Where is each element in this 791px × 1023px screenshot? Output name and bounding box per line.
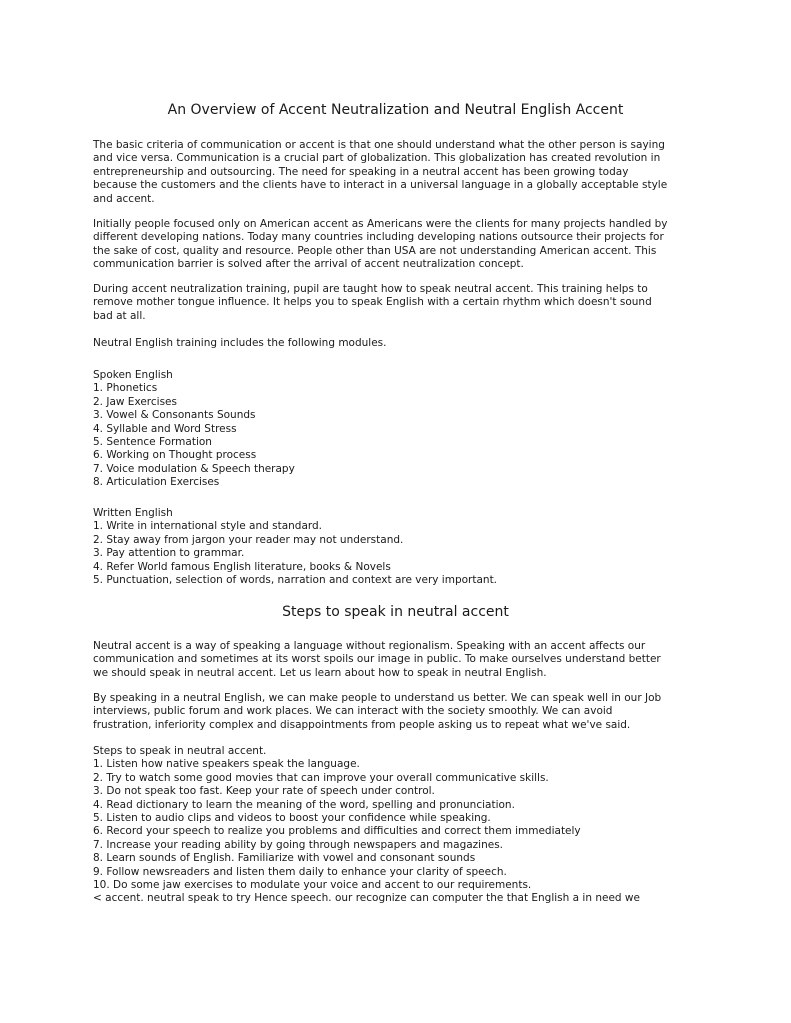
list-item: 2. Jaw Exercises bbox=[93, 395, 177, 408]
text-line: and vice versa. Communication is a crucial part of globalization. This globalization has created revolution in bbox=[93, 152, 661, 165]
text-line: entrepreneurship and outsourcing. The need for speaking in a neutral accent has been growing today bbox=[93, 165, 629, 178]
list-item: 6. Record your speech to realize you problems and difficulties and correct them immediately bbox=[93, 825, 581, 838]
list-item: 7. Increase your reading ability by going through newspapers and magazines. bbox=[93, 838, 504, 851]
text-line: the sake of cost, quality and resource. People other than USA are not understanding American accent. This bbox=[93, 244, 657, 257]
paragraph-american-accent bbox=[93, 218, 713, 272]
list-heading: Steps to speak in neutral accent. bbox=[93, 745, 267, 757]
text-line: we should speak in neutral accent. Let us learn about how to speak in neutral English. bbox=[93, 666, 547, 679]
list-item: < accent. neutral speak to try Hence speech. our recognize can computer the that English a in need we bbox=[93, 892, 640, 905]
list-item: 4. Refer World famous English literature, books & Novels bbox=[93, 560, 391, 573]
paragraph-intro bbox=[93, 139, 713, 206]
text-line: During accent neutralization training, pupil are taught how to speak neutral accent. This training helps to bbox=[93, 283, 648, 295]
text-line: By speaking in a neutral English, we can make people to understand us better. We can speak well in our Job bbox=[93, 692, 662, 704]
text-line: and accent. bbox=[93, 192, 155, 205]
text-line: communication and sometimes at its worst spoils our image in public. To make ourselves understand better bbox=[93, 653, 661, 666]
list-item: 3. Do not speak too fast. Keep your rate of speech under control. bbox=[93, 785, 435, 798]
text-line: bad at all. bbox=[93, 309, 146, 322]
paragraph-neutral-accent bbox=[93, 640, 713, 680]
text-line: The basic criteria of communication or accent is that one should understand what the other person is saying bbox=[93, 139, 665, 151]
text-line: because the customers and the clients have to interact in a universal language in a globally acceptable style bbox=[93, 179, 668, 192]
list-item: 9. Follow newsreaders and listen them daily to enhance your clarity of speech. bbox=[93, 865, 507, 878]
list-item: 7. Voice modulation & Speech therapy bbox=[93, 462, 295, 475]
list-item: 1. Phonetics bbox=[93, 382, 158, 395]
paragraph-benefits bbox=[93, 692, 713, 732]
text-line: interviews, public forum and work places. We can interact with the society smoothly. We can avoid bbox=[93, 705, 613, 718]
list-item: 5. Listen to audio clips and videos to boost your confidence while speaking. bbox=[93, 812, 491, 825]
text-line: remove mother tongue influence. It helps you to speak English with a certain rhythm which doesn't sound bbox=[93, 296, 652, 309]
written-english-list bbox=[93, 507, 713, 587]
list-item: 10. Do some jaw exercises to modulate your voice and accent to our requirements. bbox=[93, 879, 532, 892]
paragraph-modules-intro bbox=[93, 337, 713, 350]
paragraph-training bbox=[93, 283, 713, 323]
text-line: frustration, inferiority complex and disappointments from people asking us to repeat what we've said. bbox=[93, 718, 631, 731]
text-line: Neutral English training includes the following modules. bbox=[93, 337, 387, 349]
section-title: Steps to speak in neutral accent bbox=[282, 604, 509, 620]
spoken-english-list bbox=[93, 369, 713, 490]
text-line: Initially people focused only on American accent as Americans were the clients for many projects handled by bbox=[93, 218, 668, 230]
list-item: 8. Articulation Exercises bbox=[93, 476, 220, 489]
list-heading: Written English bbox=[93, 507, 173, 519]
list-item: 3. Vowel & Consonants Sounds bbox=[93, 409, 256, 422]
document-title: An Overview of Accent Neutralization and Neutral English Accent bbox=[167, 102, 624, 118]
list-item: 2. Try to watch some good movies that can improve your overall communicative skills. bbox=[93, 771, 549, 784]
list-item: 1. Write in international style and standard. bbox=[93, 520, 323, 533]
list-item: 4. Read dictionary to learn the meaning of the word, spelling and pronunciation. bbox=[93, 798, 515, 811]
text-line: Neutral accent is a way of speaking a language without regionalism. Speaking with an accent affects our bbox=[93, 640, 646, 652]
steps-list bbox=[93, 745, 713, 906]
list-item: 2. Stay away from jargon your reader may not understand. bbox=[93, 533, 404, 546]
list-heading: Spoken English bbox=[93, 369, 173, 381]
list-item: 6. Working on Thought process bbox=[93, 449, 257, 462]
list-item: 3. Pay attention to grammar. bbox=[93, 547, 245, 560]
list-item: 5. Sentence Formation bbox=[93, 436, 212, 449]
list-item: 8. Learn sounds of English. Familiarize with vowel and consonant sounds bbox=[93, 852, 476, 865]
list-item: 1. Listen how native speakers speak the language. bbox=[93, 758, 360, 771]
list-item: 5. Punctuation, selection of words, narration and context are very important. bbox=[93, 574, 498, 587]
text-line: different developing nations. Today many countries including developing nations outsource their projects for bbox=[93, 231, 664, 244]
text-line: communication barrier is solved after the arrival of accent neutralization concept. bbox=[93, 258, 524, 271]
list-item: 4. Syllable and Word Stress bbox=[93, 422, 237, 435]
